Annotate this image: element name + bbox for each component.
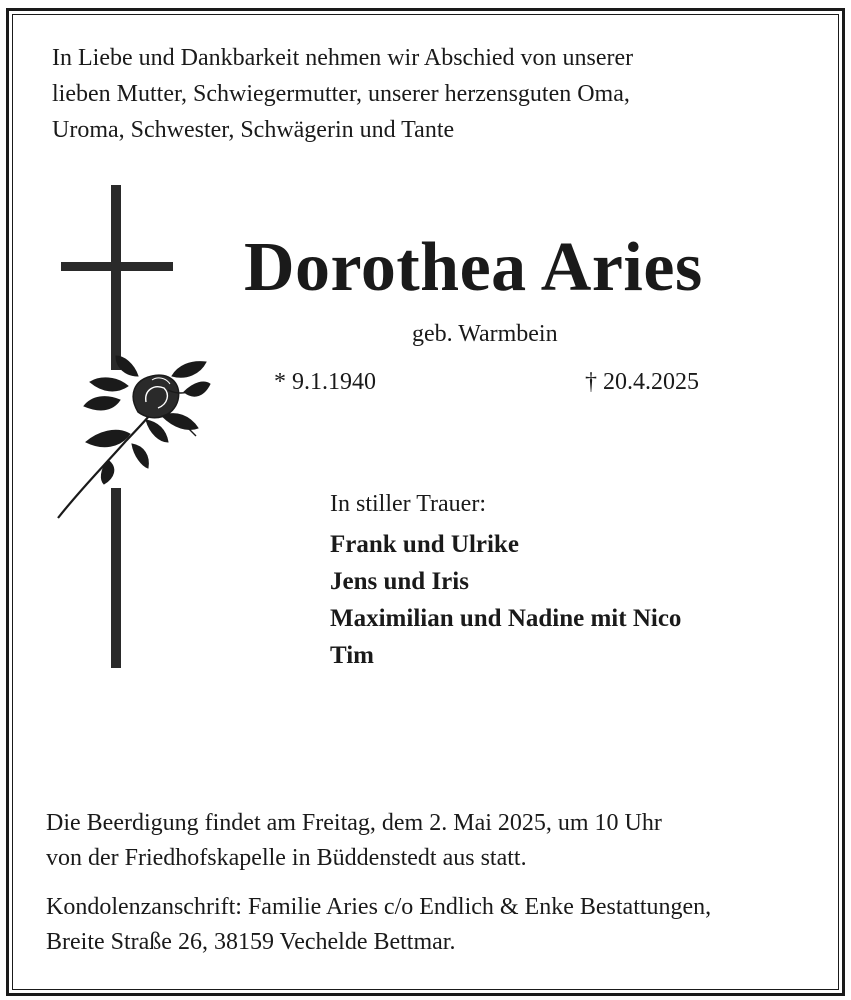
cross-with-rose-illustration	[50, 180, 220, 680]
birth-date: * 9.1.1940	[274, 369, 376, 395]
mourner-entry: Maximilian und Nadine mit Nico	[330, 605, 682, 632]
mourners-list	[330, 526, 681, 674]
intro-line: In Liebe und Dankbarkeit nehmen wir Abschied von unserer	[52, 45, 634, 71]
mourning-label: In stiller Trauer:	[330, 491, 486, 517]
intro-line: lieben Mutter, Schwiegermutter, unserer herzensguten Oma,	[52, 81, 630, 107]
deceased-name: Dorothea Aries	[244, 229, 703, 306]
mourner-entry: Tim	[330, 642, 374, 669]
maiden-name: geb. Warmbein	[412, 321, 558, 347]
mourner-entry: Frank und Ulrike	[330, 531, 519, 558]
funeral-line: Die Beerdigung findet am Freitag, dem 2. Mai 2025, um 10 Uhr	[46, 810, 662, 836]
condolence-address	[46, 890, 806, 960]
funeral-line: von der Friedhofskapelle in Büddenstedt aus statt.	[46, 845, 527, 871]
condolence-line: Kondolenzanschrift: Familie Aries c/o Endlich & Enke Bestattungen,	[46, 894, 712, 920]
condolence-line: Breite Straße 26, 38159 Vechelde Bettmar.	[46, 929, 456, 955]
intro-line: Uroma, Schwester, Schwägerin und Tante	[52, 117, 455, 143]
mourner-entry: Jens und Iris	[330, 568, 469, 595]
rose-icon	[58, 356, 210, 518]
funeral-info	[46, 806, 806, 876]
death-date: † 20.4.2025	[585, 369, 699, 395]
intro-text	[52, 40, 772, 148]
